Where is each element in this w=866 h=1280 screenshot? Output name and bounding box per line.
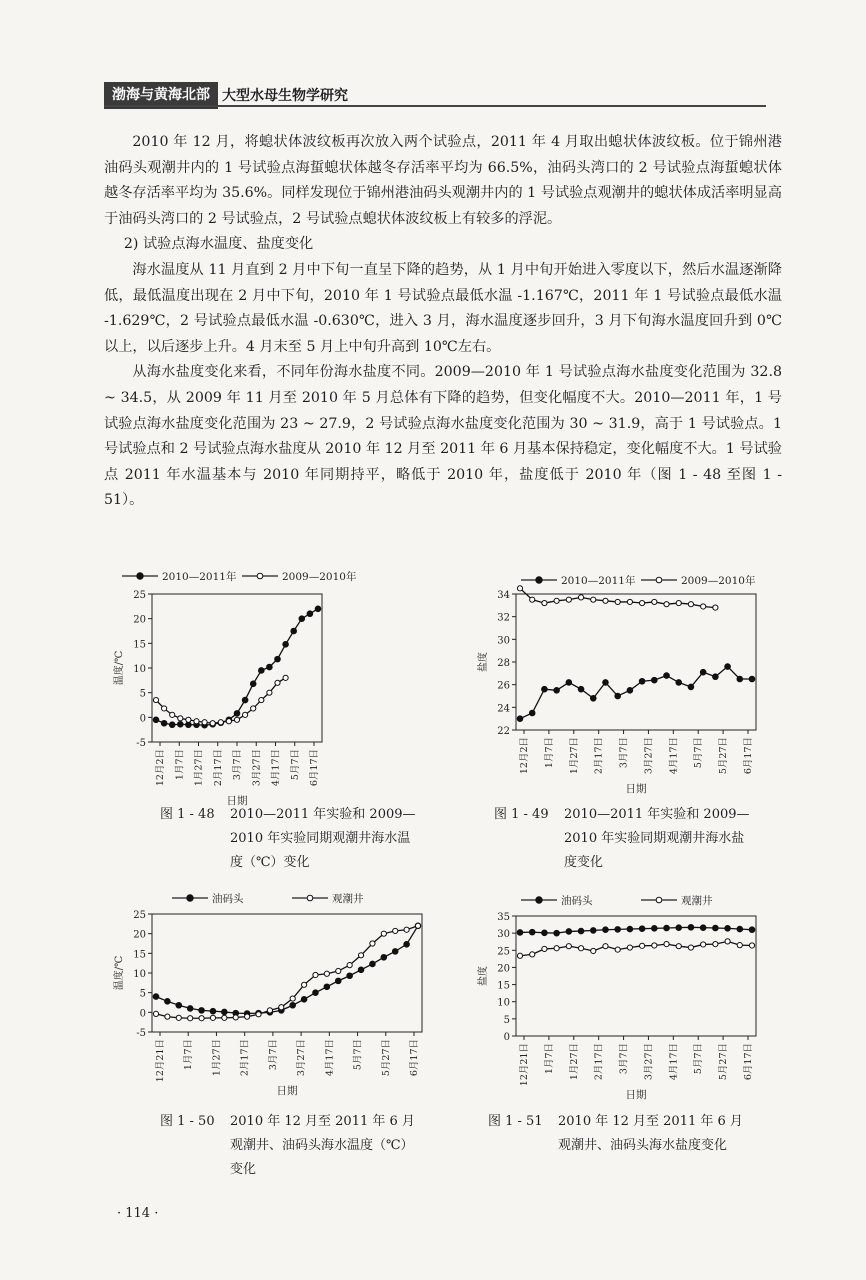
data-point (652, 926, 658, 932)
data-point (615, 947, 620, 952)
data-point (640, 943, 645, 948)
data-point (529, 929, 535, 935)
x-tick-label: 6月17日 (409, 1039, 420, 1077)
data-point (313, 990, 319, 996)
data-point (554, 946, 559, 951)
data-point (393, 928, 398, 933)
caption-number: 图 1 - 50 (160, 1114, 215, 1129)
legend-label: 2010—2011年 (162, 571, 237, 583)
legend-marker (536, 897, 542, 903)
y-tick-label: 20 (497, 963, 510, 975)
data-point (275, 656, 281, 662)
data-point (542, 600, 547, 605)
data-point (178, 716, 183, 721)
figure-1-48-chart (112, 570, 357, 807)
data-point (218, 720, 223, 725)
x-tick-label: 5月7日 (352, 1039, 364, 1071)
y-tick-label: 22 (497, 726, 510, 737)
data-point (737, 676, 743, 682)
data-point (529, 710, 535, 716)
data-point (627, 945, 632, 950)
data-point (233, 1015, 238, 1020)
data-point (234, 717, 239, 722)
figure-1-50-caption (160, 1110, 425, 1185)
data-point (178, 721, 184, 727)
caption-text: 2010—2011 年实验和 2009—2010 年实验同期观潮井海水盐度变化 (564, 807, 750, 870)
y-tick-label: 35 (497, 912, 510, 923)
data-point (267, 690, 272, 695)
y-tick-label: 5 (139, 988, 146, 1000)
legend-marker (656, 897, 662, 903)
series-line (156, 926, 418, 1018)
data-point (554, 930, 560, 936)
data-point (250, 681, 256, 687)
caption-text: 2010 年 12 月至 2011 年 6 月观潮井、油码头海水盐度变化 (558, 1114, 743, 1153)
data-point (291, 628, 297, 634)
data-point (267, 1008, 272, 1013)
legend-marker (307, 895, 313, 901)
y-tick-label: 10 (133, 969, 146, 980)
series-line (156, 609, 318, 725)
y-tick-label: 30 (497, 929, 510, 941)
y-tick-label: 20 (133, 614, 146, 626)
chart-svg (112, 570, 357, 807)
y-tick-label: 0 (139, 1008, 146, 1020)
y-axis-label: 盐度 (478, 966, 489, 986)
data-point (517, 586, 522, 591)
data-point (652, 599, 657, 604)
data-point (652, 677, 658, 683)
x-tick-label: 5月7日 (693, 1043, 705, 1075)
figure-1-49-caption (494, 803, 759, 878)
data-point (194, 719, 199, 724)
legend-marker (656, 577, 662, 583)
data-point (275, 680, 280, 685)
data-point (701, 604, 706, 609)
data-point (517, 953, 522, 958)
x-tick-label: 5月27日 (380, 1039, 392, 1077)
x-tick-label: 3月7日 (232, 749, 243, 781)
y-tick-label: 25 (133, 910, 146, 921)
data-point (676, 680, 682, 686)
data-point (578, 595, 583, 600)
data-point (615, 693, 621, 699)
data-point (222, 1015, 227, 1020)
data-point (664, 602, 669, 607)
data-point (590, 695, 596, 701)
x-tick-label: 1月27日 (211, 1039, 223, 1077)
data-point (591, 948, 596, 953)
data-point (554, 598, 559, 603)
y-axis-label: 盐度 (478, 652, 489, 672)
data-point (210, 1008, 216, 1014)
header-rule (104, 105, 766, 107)
chart-svg (112, 884, 432, 1106)
data-point (713, 605, 718, 610)
data-point (415, 923, 420, 928)
data-point (202, 720, 207, 725)
data-point (676, 944, 681, 949)
data-point (517, 716, 523, 722)
caption-text: 2010—2011 年实验和 2009—2010 年实验同期观潮井海水温度（℃）变化 (230, 807, 416, 870)
x-tick-label: 5月27日 (718, 1043, 730, 1081)
data-point (324, 984, 330, 990)
data-point (335, 978, 341, 984)
data-point (737, 943, 742, 948)
x-tick-label: 12月21日 (155, 1039, 166, 1083)
data-point (566, 680, 572, 686)
data-point (187, 1006, 193, 1012)
data-point (186, 717, 191, 722)
data-point (283, 642, 289, 648)
data-point (307, 611, 313, 617)
data-point (664, 942, 669, 947)
x-tick-label: 5月7日 (693, 737, 705, 769)
data-point (170, 712, 175, 717)
data-point (259, 697, 264, 702)
x-tick-label: 3月7日 (618, 737, 630, 769)
paragraph-3: 从海水盐度变化来看，不同年份海水盐度不同。2009—2010 年 1 号试验点海水盐度变化范围为 32.8 ~ 34.5，从 2009 年 11 月至 2010 年 5 月总体有下降的趋势，但变化幅度不大。2010—2011 年，1 号试验点海水盐度变化范围为 23 ~ 27.9，2 号试验点海水盐度变化范围为 30 ~ 31.9，高于 1 号试验点。1 号试验点和 2 号试验点海水盐度从 2010 年 12 月至 2011 年 6 月基本保持稳定，变化幅度不大。1 号试验点 2011 年水温基本与 2010 年同期持平，略低于 2010 年，盐度低于 2010 年（图 1 - 48 至图 1 - 51）。 (104, 364, 782, 509)
data-point (566, 944, 571, 949)
data-point (627, 688, 633, 694)
figure-1-51-caption (488, 1110, 753, 1185)
series-line (156, 678, 286, 723)
data-point (627, 599, 632, 604)
data-point (554, 688, 560, 694)
data-point (259, 668, 265, 674)
data-point (290, 1002, 296, 1008)
data-point (299, 616, 305, 622)
section-heading: 2) 试验点海水温度、盐度变化 (123, 236, 314, 253)
x-tick-label: 4月17日 (324, 1039, 336, 1077)
data-point (664, 673, 670, 679)
data-point (578, 686, 584, 692)
data-point (725, 664, 731, 670)
data-point (169, 722, 175, 728)
data-point (226, 719, 231, 724)
legend-label: 2009—2010年 (282, 571, 357, 583)
figure-1-48-caption (160, 803, 425, 878)
legend-label: 油码头 (212, 893, 244, 905)
data-point (153, 697, 158, 702)
legend-marker (257, 573, 263, 579)
legend-label: 2010—2011年 (561, 575, 636, 587)
paragraph-1: 2010 年 12 月，将螅状体波纹板再次放入两个试验点，2011 年 4 月取出螅状体波纹板。位于锦州港油码头观潮井内的 1 号试验点海蜇螅状体越冬存活率平均为 66.5%，油码头湾口的 2 号试验点海蜇螅状体越冬存活率平均为 35.6%。同样发现位于锦州港油码头观潮井内的 1 号试验点观潮井的螅状体成活率明显高于油码头湾口的 2 号试验点，2 号试验点螅状体波纹板上有较多的浮泥。 (104, 134, 782, 227)
y-tick-label: 5 (503, 1014, 510, 1026)
data-point (165, 1014, 170, 1019)
x-tick-label: 2月17日 (593, 737, 605, 775)
data-point (700, 669, 706, 675)
data-point (251, 706, 256, 711)
data-point (165, 999, 171, 1005)
plot-frame (516, 916, 756, 1036)
data-point (652, 943, 657, 948)
data-point (381, 931, 386, 936)
data-point (590, 928, 596, 934)
y-tick-label: 30 (497, 635, 510, 647)
data-point (153, 994, 159, 1000)
data-point (324, 971, 329, 976)
y-axis-label: 温度/℃ (114, 650, 125, 686)
x-tick-label: 2月17日 (593, 1043, 605, 1081)
data-point (301, 982, 306, 987)
y-tick-label: 34 (497, 590, 510, 601)
paragraph-2: 海水温度从 11 月直到 2 月中下旬一直呈下降的趋势，从 1 月中旬开始进入零度以下，然后水温逐渐降低，最低温度出现在 2 月中下旬，2010 年 1 号试验点最低水温 -1.167℃，2011 年 1 号试验点最低水温 -1.629℃，2 号试验点最低水温 -0.630℃，进入 3 月，海水温度逐步回升，3 月下旬海水温度回升到 0℃以上，以后逐步上升。4 月末至 5 月上中旬升高到 10℃左右。 (104, 261, 782, 355)
legend-label: 观潮井 (332, 893, 364, 905)
data-point (358, 953, 363, 958)
data-point (404, 941, 410, 947)
y-tick-label: 5 (139, 688, 146, 700)
x-tick-label: 3月27日 (643, 737, 655, 775)
y-tick-label: 25 (133, 590, 146, 601)
data-point (283, 675, 288, 680)
data-point (542, 930, 548, 936)
body-text (104, 130, 782, 514)
y-tick-label: 20 (133, 929, 146, 941)
data-point (749, 676, 755, 682)
plot-frame (516, 594, 756, 730)
data-point (688, 945, 693, 950)
x-tick-label: 4月17日 (270, 749, 282, 787)
data-point (603, 927, 609, 933)
data-point (358, 967, 364, 973)
x-tick-label: 6月17日 (743, 1043, 754, 1081)
series-line (156, 926, 418, 1014)
data-point (162, 706, 167, 711)
x-tick-label: 12月21日 (519, 1043, 530, 1087)
data-point (176, 1015, 181, 1020)
x-tick-label: 1月7日 (543, 1043, 555, 1075)
x-tick-label: 1月7日 (183, 1039, 195, 1071)
data-point (243, 712, 248, 717)
data-point (392, 949, 398, 955)
data-point (700, 925, 706, 931)
x-tick-label: 2月17日 (212, 749, 224, 787)
y-tick-label: 15 (133, 949, 146, 961)
legend-label: 2009—2010年 (681, 575, 756, 587)
x-tick-label: 1月27日 (568, 737, 580, 775)
y-tick-label: 25 (497, 946, 510, 958)
y-tick-label: 24 (497, 703, 510, 715)
x-tick-label: 4月17日 (668, 737, 680, 775)
data-point (713, 674, 719, 680)
data-point (737, 926, 743, 932)
x-tick-label: 1月27日 (193, 749, 205, 787)
data-point (713, 942, 718, 947)
y-tick-label: -5 (136, 1028, 146, 1039)
x-tick-label: 4月17日 (668, 1043, 680, 1081)
chart-svg (474, 574, 764, 806)
legend-label: 观潮井 (681, 895, 713, 907)
x-tick-label: 3月7日 (618, 1043, 630, 1075)
data-point (639, 926, 645, 932)
data-point (404, 927, 409, 932)
y-tick-label: 0 (503, 1032, 510, 1043)
x-axis-label: 日期 (226, 795, 248, 807)
data-point (701, 942, 706, 947)
legend-label: 油码头 (561, 895, 593, 907)
legend-marker (536, 577, 542, 583)
caption-number: 图 1 - 51 (488, 1114, 543, 1129)
data-point (199, 1008, 205, 1014)
data-point (627, 926, 633, 932)
caption-number: 图 1 - 49 (494, 807, 549, 822)
data-point (234, 711, 240, 717)
data-point (530, 597, 535, 602)
figure-1-49-chart (474, 574, 764, 806)
y-tick-label: 32 (497, 612, 510, 624)
data-point (313, 972, 318, 977)
data-point (245, 1014, 250, 1019)
data-point (370, 961, 376, 967)
data-point (336, 968, 341, 973)
chart-svg (474, 886, 764, 1108)
data-point (566, 929, 572, 935)
x-tick-label: 1月7日 (174, 749, 186, 781)
caption-number: 图 1 - 48 (160, 807, 215, 822)
y-tick-label: 0 (139, 713, 146, 725)
x-tick-label: 1月27日 (568, 1043, 580, 1081)
x-axis-label: 日期 (625, 1089, 647, 1101)
data-point (153, 717, 159, 723)
data-point (176, 1002, 182, 1008)
caption-text: 2010 年 12 月至 2011 年 6 月观潮井、油码头海水温度（℃）变化 (230, 1114, 415, 1177)
x-tick-label: 3月27日 (296, 1039, 308, 1077)
data-point (749, 943, 754, 948)
x-tick-label: 12月2日 (155, 749, 166, 787)
x-tick-label: 6月17日 (309, 749, 320, 787)
y-tick-label: 15 (133, 639, 146, 651)
data-point (161, 720, 167, 726)
data-point (381, 954, 387, 960)
data-point (315, 606, 321, 612)
x-tick-label: 5月27日 (718, 737, 730, 775)
data-point (725, 926, 731, 932)
data-point (578, 946, 583, 951)
data-point (615, 599, 620, 604)
data-point (603, 944, 608, 949)
data-point (566, 597, 571, 602)
data-point (591, 597, 596, 602)
data-point (153, 1011, 158, 1016)
figure-1-50-chart (112, 884, 432, 1106)
x-axis-label: 日期 (276, 1085, 298, 1097)
x-tick-label: 3月27日 (251, 749, 263, 787)
x-tick-label: 12月2日 (519, 737, 530, 775)
data-point (603, 680, 609, 686)
data-point (301, 997, 307, 1003)
data-point (603, 598, 608, 603)
page-number: · 114 · (117, 1206, 159, 1221)
y-axis-label: 温度/℃ (114, 955, 125, 991)
x-tick-label: 3月27日 (643, 1043, 655, 1081)
data-point (347, 973, 353, 979)
y-tick-label: 28 (497, 658, 510, 669)
data-point (639, 678, 645, 684)
y-tick-label: 10 (497, 997, 510, 1009)
data-point (242, 697, 248, 703)
data-point (688, 925, 694, 931)
data-point (542, 946, 547, 951)
x-axis-label: 日期 (625, 783, 647, 795)
data-point (725, 939, 730, 944)
running-head-series: 渤海与黄海北部 (104, 82, 218, 109)
data-point (370, 941, 375, 946)
data-point (676, 925, 682, 931)
data-point (290, 996, 295, 1001)
x-tick-label: 2月17日 (239, 1039, 251, 1077)
data-point (188, 1016, 193, 1021)
data-point (210, 721, 215, 726)
data-point (640, 600, 645, 605)
data-point (676, 600, 681, 605)
data-point (267, 664, 273, 670)
y-tick-label: 10 (133, 664, 146, 675)
data-point (664, 925, 670, 931)
data-point (279, 1005, 284, 1010)
data-point (749, 927, 755, 933)
x-tick-label: 6月17日 (743, 737, 754, 775)
data-point (256, 1012, 261, 1017)
data-point (530, 952, 535, 957)
y-tick-label: -5 (136, 738, 146, 749)
data-point (222, 1009, 228, 1015)
x-tick-label: 5月7日 (289, 749, 301, 781)
x-tick-label: 3月7日 (267, 1039, 279, 1071)
data-point (517, 930, 523, 936)
data-point (688, 602, 693, 607)
data-point (578, 928, 584, 934)
y-tick-label: 26 (497, 680, 510, 692)
data-point (688, 684, 694, 690)
running-head-title: 大型水母生物学研究 (222, 88, 348, 104)
data-point (615, 927, 621, 933)
legend-marker (137, 573, 143, 579)
data-point (542, 686, 548, 692)
x-tick-label: 1月7日 (543, 737, 555, 769)
figure-1-51-chart (474, 886, 764, 1108)
data-point (210, 1015, 215, 1020)
data-point (199, 1016, 204, 1021)
y-tick-label: 15 (497, 980, 510, 992)
data-point (347, 963, 352, 968)
data-point (713, 925, 719, 931)
legend-marker (187, 895, 193, 901)
